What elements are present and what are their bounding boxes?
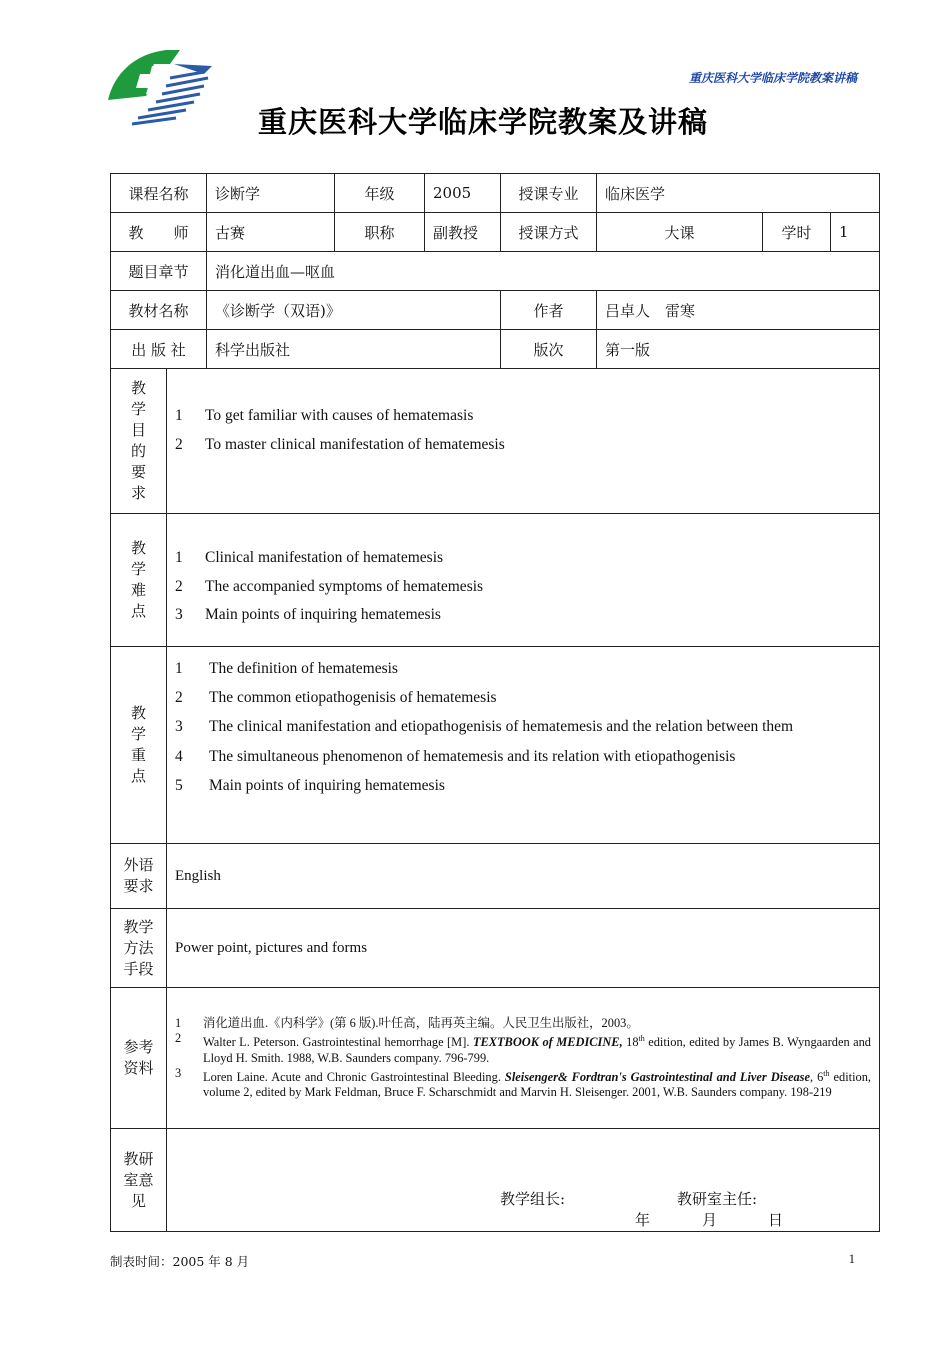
reference-item: 1 消化道出血.《内科学》(第 6 版).叶任高，陆再英主编。人民卫生出版社，2003。: [175, 1016, 639, 1031]
reference-item: 2 Walter L. Peterson. Gastrointestinal hemorrhage [M]. TEXTBOOK of MEDICINE, 18th edition, edited by James B. Wyngaarden and Lloyd H. Smith. 1988, W.B. Saunders company. 796-799.: [175, 1031, 872, 1065]
references-content: [167, 988, 880, 1129]
course-label: 课程名称: [111, 174, 207, 213]
author-label: 作者: [501, 291, 597, 330]
list-item: 2 The accompanied symptoms of hematemesis: [175, 577, 484, 595]
edition-label: 版次: [501, 330, 597, 369]
title-value: 副教授: [425, 213, 501, 252]
language-label: 外语 要求: [111, 844, 167, 909]
list-item: 3 Main points of inquiring hematemesis: [175, 606, 441, 624]
title-label: 职称: [335, 213, 425, 252]
grade-label: 年级: [335, 174, 425, 213]
list-item: 1 To get familiar with causes of hematemasis: [175, 407, 474, 424]
publisher-value: 科学出版社: [207, 330, 501, 369]
list-item: 1 Clinical manifestation of hematemesis: [175, 549, 444, 567]
director-label: 教研室主任:: [677, 1190, 758, 1208]
key-points-content: [167, 647, 880, 844]
references-label: 参考 资料: [111, 988, 167, 1129]
opinion-label: 教研 室意 见: [111, 1129, 167, 1232]
list-item: 2 To master clinical manifestation of hematemesis: [175, 436, 505, 453]
objectives-content: [167, 369, 880, 514]
chapter-label: 题目章节: [111, 252, 207, 291]
list-item: 5 Main points of inquiring hematemesis: [175, 776, 445, 794]
made-time: 制表时间：2005 年 8 月: [110, 1254, 250, 1269]
group-leader-label: 教学组长:: [500, 1190, 566, 1208]
hours-label: 学时: [763, 213, 831, 252]
list-item: 1 The definition of hematemesis: [175, 660, 398, 677]
teacher-label: 教 师: [111, 213, 207, 252]
teaching-methods-label: 教学 方法 手段: [111, 909, 167, 988]
chapter-value: 消化道出血—呕血: [207, 252, 880, 291]
opinion-content: [167, 1129, 880, 1232]
textbook-label: 教材名称: [111, 291, 207, 330]
method-label: 授课方式: [501, 213, 597, 252]
difficulties-content: [167, 514, 880, 647]
university-logo: [104, 44, 216, 128]
list-item: 4 The simultaneous phenomenon of hematemesis and its relation with etiopathogenisis: [175, 747, 736, 765]
major-value: 临床医学: [597, 174, 880, 213]
major-label: 授课专业: [501, 174, 597, 213]
list-item: 2 The common etiopathogenisis of hematemesis: [175, 689, 497, 707]
publisher-label: 出 版 社: [111, 330, 207, 369]
difficulties-label: 教 学 难 点: [111, 514, 167, 647]
month-label: 月: [702, 1211, 718, 1229]
list-item: 3 The clinical manifestation and etiopathogenisis of hematemesis and the relation between them: [175, 718, 794, 736]
grade-value: 2005: [425, 174, 501, 213]
course-value: 诊断学: [207, 174, 335, 213]
teaching-methods-value: Power point, pictures and forms: [167, 909, 880, 988]
edition-value: 第一版: [597, 330, 880, 369]
textbook-value: 《诊断学（双语)》: [207, 291, 501, 330]
year-label: 年: [635, 1211, 651, 1229]
method-value: 大课: [597, 213, 763, 252]
teacher-value: 古赛: [207, 213, 335, 252]
reference-item: 3 Loren Laine. Acute and Chronic Gastrointestinal Bleeding. Sleisenger& Fordtran's Gastrointestinal and Liver Disease, 6th edition, volume 2, edited by Mark Feldman, Bruce F. Scharschmidt and Marvin H. Sleisenger. 2001, W.B. Saunders company. 198-219: [175, 1065, 872, 1099]
objectives-label: 教 学 目 的 要 求: [111, 369, 167, 514]
key-points-label: 教 学 重 点: [111, 647, 167, 844]
day-label: 日: [768, 1211, 784, 1229]
page-title: 重庆医科大学临床学院教案及讲稿: [258, 105, 709, 139]
page-number: 1: [848, 1252, 855, 1266]
header-note: 重庆医科大学临床学院教案讲稿: [688, 71, 857, 85]
author-value: 吕卓人 雷寒: [597, 291, 880, 330]
lesson-plan-table: [110, 173, 880, 1232]
language-value: English: [167, 844, 880, 909]
hours-value: 1: [831, 213, 880, 252]
